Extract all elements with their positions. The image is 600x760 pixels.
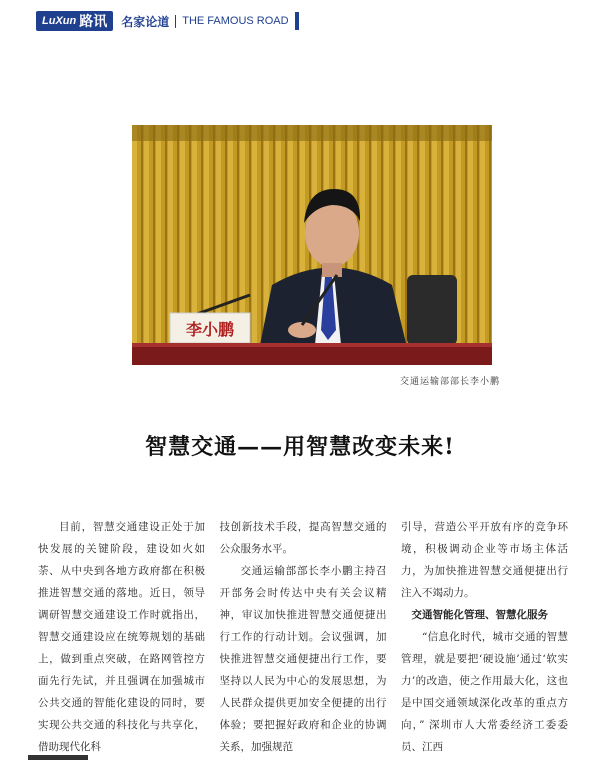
speaker-photo <box>132 125 492 365</box>
logo-cn: 路讯 <box>79 14 108 30</box>
page-footer-mark <box>28 755 88 760</box>
paragraph: 技创新技术手段，提高智慧交通的公众服务水平。 <box>219 521 387 555</box>
paragraph: 引导，营造公平开放有序的竞争环境，积极调动企业等市场主体活力，为加快推进智慧交通便捷出行注入不竭动力。 <box>401 521 568 599</box>
article-photo <box>132 125 492 365</box>
paragraph: “信息化时代，城市交通的智慧管理，就是要把‘硬设施’通过‘软实力’的改造，使之作用最大化，这也是中国交通领域深化改革的重点方向，” 深圳市人大常委经济工委委员、江西 <box>401 631 568 753</box>
section-subheading: 交通智能化管理、智慧化服务 <box>411 609 548 621</box>
magazine-logo <box>36 11 113 31</box>
magazine-header <box>36 10 299 32</box>
header-bracket <box>295 12 299 30</box>
nameplate-text: 李小鹏 <box>185 320 235 339</box>
logo-en: LuXun <box>42 15 77 27</box>
article-body <box>38 516 568 760</box>
header-divider <box>175 15 176 28</box>
section-title-en: THE FAMOUS ROAD <box>182 15 289 27</box>
paragraph: 目前，智慧交通建设正处于加快发展的关键阶段，建设如火如荼、从中央到各地方政府都在积极推进智慧交通的落地。近日，领导调研智慧交通建设工作时就指出，智慧交通建设应在统筹规划的基础上，做到重点突破，在路网管控方面先行先试，并且强调在加强城市公共交通的智能化建设的同时，要实现公共交通的科技化与共享化，借助现代化科 <box>38 521 205 753</box>
column-3 <box>401 516 568 760</box>
column-1 <box>38 516 205 760</box>
article-title: 智慧交通——用智慧改变未来! <box>145 434 455 460</box>
section-title: 名家论道 <box>121 14 170 29</box>
paragraph: 交通运输部部长李小鹏主持召开部务会时传达中央有关会议精神，审议加快推进智慧交通便捷出行工作的行动计划。会议强调，加快推进智慧交通便捷出行工作，要坚持以人民为中心的发展思想，为人民群众提供更加安全便捷的出行体验；要把握好政府和企业的协调关系，加强规范 <box>219 565 387 753</box>
photo-caption: 交通运输部部长李小鹏 <box>399 377 500 387</box>
column-2 <box>220 516 387 760</box>
